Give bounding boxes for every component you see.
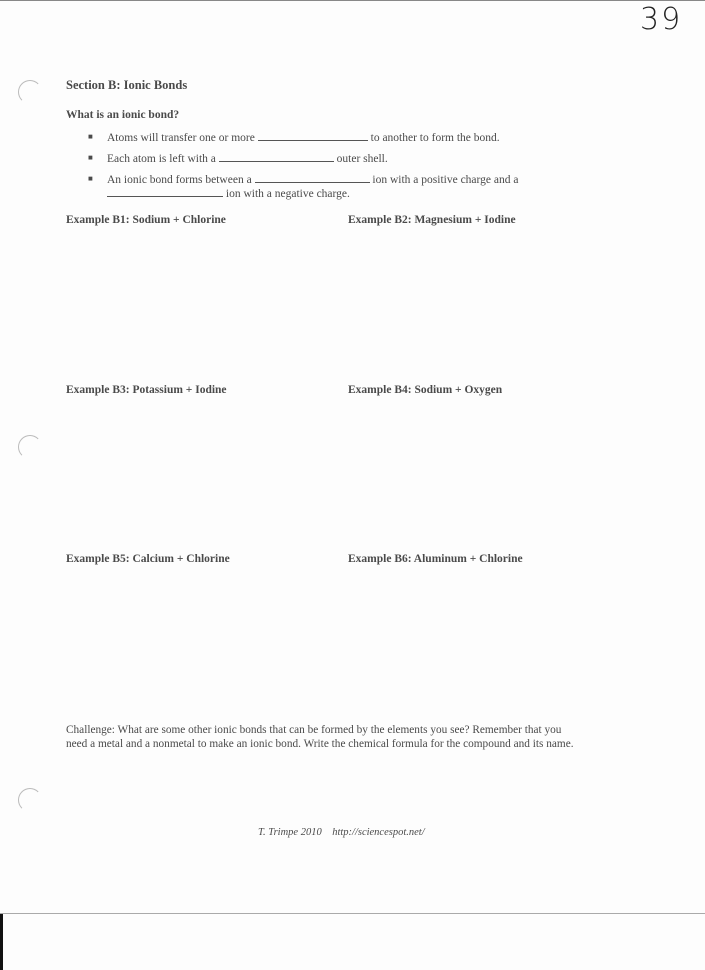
footer-credit: T. Trimpe 2010 http://sciencespot.net/ [258,827,425,838]
bullet-2-before: Each atom is left with a [107,153,216,165]
challenge-line-2: need a metal and a nonmetal to make an ionic bond. Write the chemical formula for the compound and its name. [66,738,574,750]
bullet-2 [107,151,388,165]
fill-blank[interactable] [255,172,370,183]
example-b2: Example B2: Magnesium + Iodine [348,214,516,226]
punch-hole-top [18,80,42,104]
example-b6: Example B6: Aluminum + Chlorine [348,553,523,565]
handwritten-page-number: 39 [640,2,683,37]
top-border [0,0,705,1]
bullet-3-line-2 [107,186,350,200]
bullet-3-before: An ionic bond forms between a [107,174,252,186]
challenge-line-1: Challenge: What are some other ionic bonds that can be formed by the elements you see? Remember that you [66,724,562,736]
bullet-3 [107,172,518,186]
bullet-icon: ■ [88,153,93,162]
bullet-1 [107,130,500,144]
bullet-1-after: to another to form the bond. [370,132,500,144]
page-bottom-edge [0,913,705,914]
bullet-icon: ■ [88,174,93,183]
example-b1: Example B1: Sodium + Chlorine [66,214,226,226]
example-b4: Example B4: Sodium + Oxygen [348,384,503,396]
fill-blank[interactable] [219,151,334,162]
bullet-1-before: Atoms will transfer one or more [107,132,255,144]
bullet-icon: ■ [88,132,93,141]
bullet-3-line2-after: ion with a negative charge. [225,188,350,200]
question-heading: What is an ionic bond? [66,109,180,121]
fill-blank[interactable] [258,130,368,141]
bullet-3-after: ion with a positive charge and a [372,174,519,186]
example-b3: Example B3: Potassium + Iodine [66,384,227,396]
bullet-2-after: outer shell. [336,153,388,165]
example-b5: Example B5: Calcium + Chlorine [66,553,230,565]
punch-hole-bottom [18,788,42,812]
fill-blank[interactable] [107,186,223,197]
scan-edge-shadow [0,914,3,970]
section-title: Section B: Ionic Bonds [66,78,188,92]
punch-hole-middle [18,435,42,459]
